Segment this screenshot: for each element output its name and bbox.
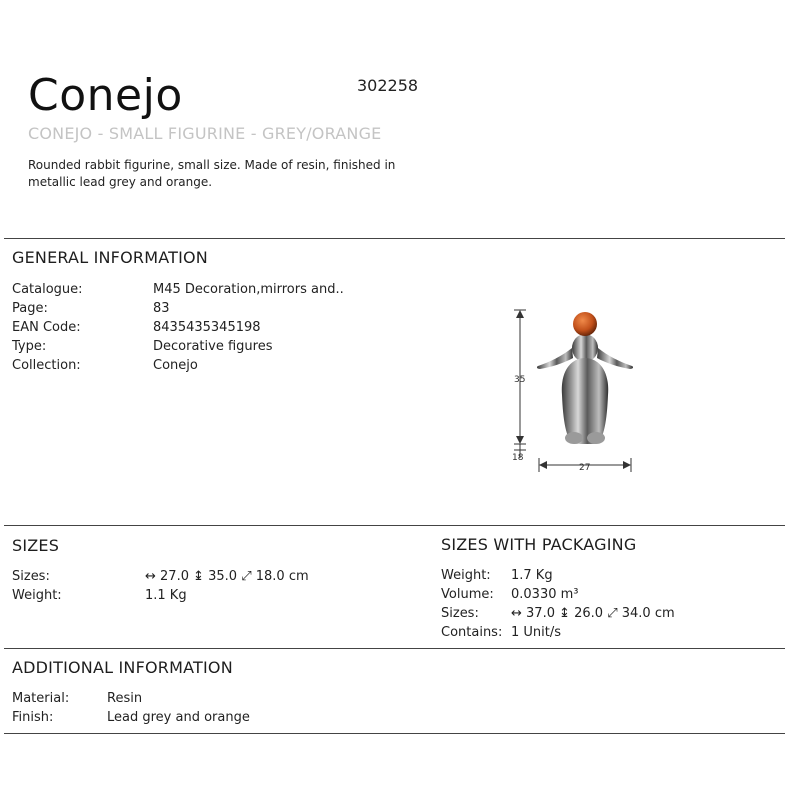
type-value: Decorative figures bbox=[153, 339, 273, 354]
packaging-weight-value: 1.7 Kg bbox=[511, 568, 553, 583]
packaging-sizes-value: ↔ 37.0 ↨ 26.0 ⤢ 34.0 cm bbox=[511, 606, 675, 621]
rabbit-figurine-image bbox=[537, 312, 633, 444]
general-row-type bbox=[12, 337, 372, 356]
ean-label: EAN Code: bbox=[12, 320, 81, 335]
sizes-row-weight bbox=[12, 586, 412, 605]
ean-value: 8435435345198 bbox=[153, 320, 261, 335]
additional-row-finish bbox=[12, 708, 412, 727]
packaging-volume-value: 0.0330 m³ bbox=[511, 587, 579, 602]
sizes-list bbox=[12, 567, 412, 605]
packaging-row-contains bbox=[441, 623, 781, 642]
section-divider bbox=[4, 733, 785, 734]
general-information-list bbox=[12, 280, 372, 375]
type-label: Type: bbox=[12, 339, 47, 354]
additional-information-list bbox=[12, 689, 412, 727]
section-divider bbox=[4, 238, 785, 239]
weight-value: 1.1 Kg bbox=[145, 588, 187, 603]
sizes-heading: SIZES bbox=[12, 536, 60, 555]
general-information-heading: GENERAL INFORMATION bbox=[12, 248, 208, 267]
section-divider bbox=[4, 525, 785, 526]
sizes-value: ↔ 27.0 ↨ 35.0 ⤢ 18.0 cm bbox=[145, 569, 309, 584]
product-title: Conejo bbox=[28, 70, 183, 121]
height-label: 35 bbox=[514, 375, 526, 385]
catalogue-label: Catalogue: bbox=[12, 282, 83, 297]
packaging-sizes-label: Sizes: bbox=[441, 606, 479, 621]
packaging-row-volume bbox=[441, 585, 781, 604]
weight-label: Weight: bbox=[12, 588, 62, 603]
sizes-row-dimensions bbox=[12, 567, 412, 586]
width-label: 27 bbox=[579, 463, 591, 473]
additional-row-material bbox=[12, 689, 412, 708]
additional-information-heading: ADDITIONAL INFORMATION bbox=[12, 658, 233, 677]
packaging-weight-label: Weight: bbox=[441, 568, 491, 583]
packaging-volume-label: Volume: bbox=[441, 587, 494, 602]
packaging-heading: SIZES WITH PACKAGING bbox=[441, 535, 637, 554]
general-row-page bbox=[12, 299, 372, 318]
finish-value: Lead grey and orange bbox=[107, 710, 250, 725]
packaging-row-weight bbox=[441, 566, 781, 585]
page-label: Page: bbox=[12, 301, 48, 316]
material-label: Material: bbox=[12, 691, 70, 706]
packaging-row-sizes bbox=[441, 604, 781, 623]
collection-value: Conejo bbox=[153, 358, 198, 373]
product-figure bbox=[500, 300, 650, 480]
depth-label: 18 bbox=[512, 453, 524, 463]
collection-label: Collection: bbox=[12, 358, 81, 373]
general-row-collection bbox=[12, 356, 372, 375]
catalogue-value: M45 Decoration,mirrors and.. bbox=[153, 282, 344, 297]
page-value: 83 bbox=[153, 301, 170, 316]
sizes-label: Sizes: bbox=[12, 569, 50, 584]
product-description: Rounded rabbit figurine, small size. Made of resin, finished in metallic lead grey and orange. bbox=[28, 158, 396, 189]
orange-head-ball bbox=[573, 312, 597, 336]
product-subtitle: CONEJO - SMALL FIGURINE - GREY/ORANGE bbox=[28, 124, 382, 143]
general-row-ean bbox=[12, 318, 372, 337]
section-divider bbox=[4, 648, 785, 649]
packaging-list bbox=[441, 566, 781, 642]
finish-label: Finish: bbox=[12, 710, 54, 725]
packaging-contains-label: Contains: bbox=[441, 625, 503, 640]
material-value: Resin bbox=[107, 691, 143, 706]
general-row-catalogue bbox=[12, 280, 372, 299]
packaging-contains-value: 1 Unit/s bbox=[511, 625, 562, 640]
product-reference: 302258 bbox=[357, 76, 419, 95]
